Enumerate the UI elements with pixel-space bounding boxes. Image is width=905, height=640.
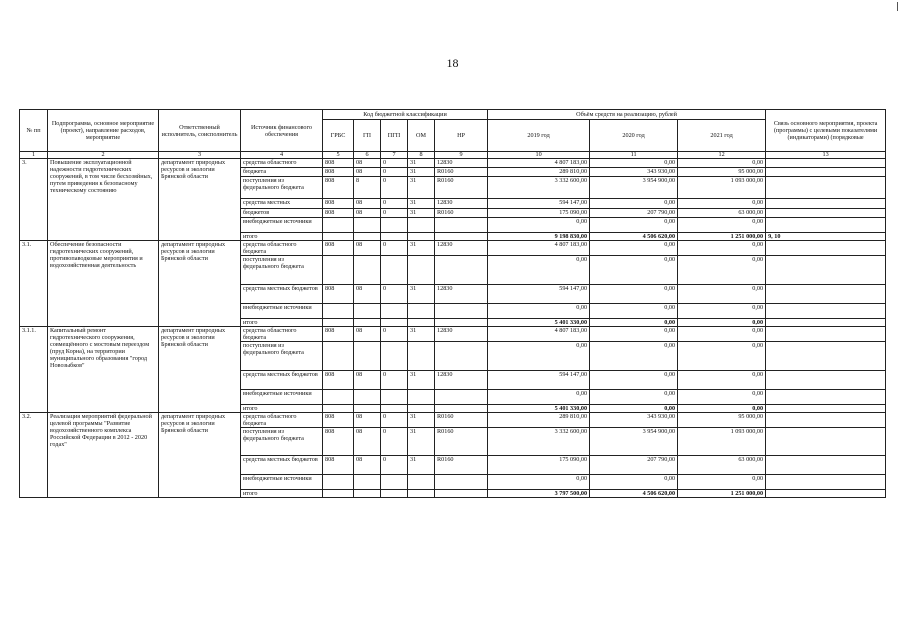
row-code-gp: 8 — [354, 177, 381, 199]
row-code-gp — [354, 475, 381, 490]
row-code-om: 31 — [408, 371, 435, 390]
row-amount-2020: 0,00 — [590, 405, 678, 413]
row-code-pgp — [381, 490, 408, 498]
header-volume-group: Объём средств на реализацию, рублей — [488, 110, 766, 120]
row-code-grbs: 808 — [323, 285, 354, 304]
row-amount-2021: 0,00 — [678, 342, 766, 371]
row-source: средства местных — [241, 199, 323, 209]
header-2019: 2019 год — [488, 120, 590, 152]
row-amount-2019: 0,00 — [488, 475, 590, 490]
row-code-gp: 08 — [354, 168, 381, 177]
row-code-gp: 08 — [354, 285, 381, 304]
table-row — [20, 241, 886, 256]
col-number: 1 — [20, 152, 48, 159]
header-pgp: ПГП — [381, 120, 408, 152]
row-amount-2019: 0,00 — [488, 390, 590, 405]
row-code-om — [408, 475, 435, 490]
page-number: 18 — [446, 56, 459, 70]
row-amount-2020: 0,00 — [590, 218, 678, 233]
row-code-grbs — [323, 319, 354, 327]
row-code-grbs — [323, 233, 354, 241]
row-code-pgp — [381, 342, 408, 371]
row-indicator-link — [766, 413, 886, 428]
row-amount-2021: 0,00 — [678, 327, 766, 342]
row-code-om — [408, 319, 435, 327]
row-code-om — [408, 342, 435, 371]
row-code-pgp — [381, 218, 408, 233]
row-source: итого — [241, 405, 323, 413]
row-amount-2021: 0,00 — [678, 256, 766, 285]
row-source: средства областного бюджета — [241, 327, 323, 342]
row-code-np: 12830 — [435, 199, 488, 209]
row-activity-name: Реализация мероприятий федеральной целевой программы "Развитие водохозяйственного комплекса Российской Федерации в 2012 - 2020 годах" — [48, 413, 159, 498]
row-code-grbs: 808 — [323, 241, 354, 256]
row-amount-2019: 175 090,00 — [488, 209, 590, 218]
row-amount-2021: 1 251 000,00 — [678, 233, 766, 241]
row-code-gp: 08 — [354, 241, 381, 256]
row-source: средства местных бюджетов — [241, 285, 323, 304]
header-subprogram: Подпрограмма, основное мероприятие (проект), направление расходов, мероприятие — [48, 110, 159, 152]
row-code-pgp — [381, 319, 408, 327]
row-amount-2021: 95 000,00 — [678, 168, 766, 177]
header-gp: ГП — [354, 120, 381, 152]
row-amount-2020: 0,00 — [590, 327, 678, 342]
row-code-grbs: 808 — [323, 159, 354, 168]
table-row — [20, 327, 886, 342]
row-amount-2020: 207 790,00 — [590, 456, 678, 475]
row-code-om: 31 — [408, 327, 435, 342]
page-edge-mark — [897, 2, 898, 11]
row-indicator-link — [766, 342, 886, 371]
row-amount-2019: 5 401 330,00 — [488, 319, 590, 327]
row-amount-2021: 0,00 — [678, 241, 766, 256]
row-code-pgp — [381, 475, 408, 490]
row-indicator-link — [766, 319, 886, 327]
row-number: 3.1.1. — [20, 327, 48, 413]
row-code-np: R0160 — [435, 413, 488, 428]
col-number: 7 — [381, 152, 408, 159]
row-code-np — [435, 304, 488, 319]
row-code-gp — [354, 342, 381, 371]
row-amount-2020: 207 790,00 — [590, 209, 678, 218]
row-code-np — [435, 256, 488, 285]
row-amount-2019: 594 147,00 — [488, 285, 590, 304]
row-amount-2021: 63 000,00 — [678, 456, 766, 475]
row-code-gp: 08 — [354, 159, 381, 168]
row-code-pgp: 0 — [381, 428, 408, 456]
row-code-om: 31 — [408, 285, 435, 304]
row-amount-2020: 0,00 — [590, 475, 678, 490]
row-code-np: R0160 — [435, 168, 488, 177]
row-code-grbs: 808 — [323, 209, 354, 218]
row-code-gp — [354, 233, 381, 241]
row-amount-2020: 0,00 — [590, 256, 678, 285]
row-amount-2019: 175 090,00 — [488, 456, 590, 475]
row-amount-2019: 4 807 183,00 — [488, 159, 590, 168]
header-om: ОМ — [408, 120, 435, 152]
row-code-gp: 08 — [354, 413, 381, 428]
row-code-om: 31 — [408, 199, 435, 209]
row-amount-2021: 63 000,00 — [678, 209, 766, 218]
row-code-gp: 08 — [354, 371, 381, 390]
row-amount-2021: 1 251 000,00 — [678, 490, 766, 498]
row-amount-2019: 0,00 — [488, 256, 590, 285]
col-number: 12 — [678, 152, 766, 159]
row-source: поступления из федерального бюджета — [241, 342, 323, 371]
row-amount-2021: 0,00 — [678, 218, 766, 233]
row-amount-2019: 0,00 — [488, 218, 590, 233]
row-code-pgp: 0 — [381, 177, 408, 199]
row-executor: департамент природных ресурсов и экологии Брянской области — [159, 327, 241, 413]
row-activity-name: Обеспечение безопасности гидротехнических сооружений, противопаводковые мероприятия и водохозяйственная деятельность — [48, 241, 159, 327]
row-amount-2020: 4 506 620,00 — [590, 490, 678, 498]
row-code-pgp: 0 — [381, 209, 408, 218]
row-code-gp — [354, 390, 381, 405]
row-code-np — [435, 342, 488, 371]
row-amount-2019: 4 807 183,00 — [488, 327, 590, 342]
header-code-group: Код бюджетной классификации — [323, 110, 488, 120]
row-code-np: 12830 — [435, 371, 488, 390]
row-code-grbs: 808 — [323, 168, 354, 177]
row-amount-2019: 0,00 — [488, 342, 590, 371]
row-amount-2021: 0,00 — [678, 159, 766, 168]
row-source: средства местных бюджетов — [241, 371, 323, 390]
row-code-np — [435, 233, 488, 241]
row-indicator-link — [766, 218, 886, 233]
row-code-gp — [354, 256, 381, 285]
row-code-om — [408, 390, 435, 405]
row-code-om — [408, 405, 435, 413]
row-indicator-link: 9, 10 — [766, 233, 886, 241]
row-source: итого — [241, 490, 323, 498]
row-code-np — [435, 390, 488, 405]
row-code-grbs: 808 — [323, 456, 354, 475]
row-activity-name: Капитальный ремонт гидротехнического сооружения, совмещённого с мостовым переездом (пруд Корна), на территории муниципального образования "город Новозыбков" — [48, 327, 159, 413]
row-code-gp — [354, 405, 381, 413]
row-code-gp: 08 — [354, 199, 381, 209]
row-amount-2019: 289 810,00 — [488, 168, 590, 177]
row-amount-2019: 289 810,00 — [488, 413, 590, 428]
header-source: Источник финансового обеспечения — [241, 110, 323, 152]
table-row — [20, 159, 886, 168]
row-code-grbs — [323, 390, 354, 405]
row-code-np: R0160 — [435, 209, 488, 218]
row-amount-2020: 0,00 — [590, 159, 678, 168]
row-amount-2020: 343 930,00 — [590, 413, 678, 428]
row-indicator-link — [766, 405, 886, 413]
row-source: средства областного бюджета — [241, 241, 323, 256]
row-amount-2020: 0,00 — [590, 390, 678, 405]
row-code-om — [408, 256, 435, 285]
row-code-om: 31 — [408, 413, 435, 428]
row-amount-2021: 1 093 000,00 — [678, 428, 766, 456]
row-code-gp — [354, 218, 381, 233]
row-indicator-link — [766, 371, 886, 390]
row-indicator-link — [766, 304, 886, 319]
row-code-np: 12830 — [435, 159, 488, 168]
col-number: 6 — [354, 152, 381, 159]
row-source: бюджета — [241, 168, 323, 177]
header-executor: Ответственный исполнитель, соисполнитель — [159, 110, 241, 152]
budget-table — [19, 109, 886, 498]
row-code-pgp — [381, 304, 408, 319]
row-executor: департамент природных ресурсов и экологии Брянской области — [159, 159, 241, 241]
row-indicator-link — [766, 390, 886, 405]
row-code-gp: 08 — [354, 327, 381, 342]
row-amount-2020: 0,00 — [590, 371, 678, 390]
row-code-pgp: 0 — [381, 371, 408, 390]
row-code-grbs: 808 — [323, 199, 354, 209]
row-amount-2021: 95 000,00 — [678, 413, 766, 428]
row-amount-2019: 0,00 — [488, 304, 590, 319]
col-number: 13 — [766, 152, 886, 159]
row-indicator-link — [766, 241, 886, 256]
row-code-om — [408, 233, 435, 241]
row-amount-2020: 0,00 — [590, 241, 678, 256]
col-number: 9 — [435, 152, 488, 159]
header-num: № пп — [20, 110, 48, 152]
row-amount-2020: 0,00 — [590, 199, 678, 209]
row-amount-2021: 0,00 — [678, 405, 766, 413]
row-source: бюджетов — [241, 209, 323, 218]
row-code-np: R0160 — [435, 456, 488, 475]
row-code-np — [435, 218, 488, 233]
col-number: 8 — [408, 152, 435, 159]
row-code-grbs: 808 — [323, 177, 354, 199]
row-indicator-link — [766, 490, 886, 498]
row-code-np — [435, 490, 488, 498]
row-code-np: 12830 — [435, 285, 488, 304]
row-source: поступления из федерального бюджета — [241, 256, 323, 285]
row-amount-2019: 3 332 600,00 — [488, 428, 590, 456]
row-code-pgp: 0 — [381, 241, 408, 256]
row-amount-2021: 0,00 — [678, 304, 766, 319]
row-code-pgp: 0 — [381, 456, 408, 475]
row-code-grbs — [323, 490, 354, 498]
row-amount-2019: 594 147,00 — [488, 199, 590, 209]
row-code-gp — [354, 304, 381, 319]
col-number: 10 — [488, 152, 590, 159]
row-code-pgp: 0 — [381, 199, 408, 209]
row-code-pgp — [381, 256, 408, 285]
row-number: 3.2. — [20, 413, 48, 498]
row-code-om — [408, 218, 435, 233]
row-code-om — [408, 304, 435, 319]
col-number: 3 — [159, 152, 241, 159]
row-code-pgp: 0 — [381, 159, 408, 168]
row-code-pgp — [381, 390, 408, 405]
row-amount-2021: 0,00 — [678, 199, 766, 209]
header-link: Связь основного мероприятия, проекта (программы) с целевыми показателями (индикаторами) (порядковые — [766, 110, 886, 152]
row-code-grbs — [323, 475, 354, 490]
row-code-pgp — [381, 405, 408, 413]
row-code-grbs — [323, 218, 354, 233]
row-code-om: 31 — [408, 168, 435, 177]
row-code-pgp — [381, 233, 408, 241]
row-code-om: 31 — [408, 456, 435, 475]
row-amount-2020: 4 506 620,00 — [590, 233, 678, 241]
row-code-gp — [354, 490, 381, 498]
row-code-grbs: 808 — [323, 327, 354, 342]
row-indicator-link — [766, 209, 886, 218]
row-code-grbs: 808 — [323, 413, 354, 428]
row-source: средства областного — [241, 159, 323, 168]
row-number: 3. — [20, 159, 48, 241]
row-code-gp — [354, 319, 381, 327]
row-code-pgp: 0 — [381, 413, 408, 428]
row-indicator-link — [766, 199, 886, 209]
row-source: средства местных бюджетов — [241, 456, 323, 475]
row-amount-2021: 0,00 — [678, 371, 766, 390]
row-indicator-link — [766, 456, 886, 475]
row-source: итого — [241, 319, 323, 327]
row-amount-2020: 0,00 — [590, 342, 678, 371]
row-source: внебюджетные источники — [241, 475, 323, 490]
row-number: 3.1. — [20, 241, 48, 327]
row-indicator-link — [766, 177, 886, 199]
row-code-gp: 08 — [354, 209, 381, 218]
row-executor: департамент природных ресурсов и экологии Брянской области — [159, 413, 241, 498]
row-code-om: 31 — [408, 428, 435, 456]
row-amount-2020: 0,00 — [590, 319, 678, 327]
row-indicator-link — [766, 475, 886, 490]
row-source: внебюджетные источники — [241, 390, 323, 405]
row-code-gp: 08 — [354, 456, 381, 475]
row-code-np: R0160 — [435, 428, 488, 456]
row-code-grbs: 808 — [323, 371, 354, 390]
row-indicator-link — [766, 428, 886, 456]
row-code-pgp: 0 — [381, 285, 408, 304]
row-amount-2019: 3 797 500,00 — [488, 490, 590, 498]
row-code-pgp: 0 — [381, 327, 408, 342]
row-code-np — [435, 319, 488, 327]
row-amount-2021: 1 093 000,00 — [678, 177, 766, 199]
row-code-gp: 08 — [354, 428, 381, 456]
row-code-om: 31 — [408, 159, 435, 168]
header-2021: 2021 год — [678, 120, 766, 152]
header-2020: 2020 год — [590, 120, 678, 152]
row-indicator-link — [766, 159, 886, 168]
row-code-np: 12830 — [435, 241, 488, 256]
row-code-grbs — [323, 342, 354, 371]
row-amount-2020: 0,00 — [590, 285, 678, 304]
row-indicator-link — [766, 256, 886, 285]
col-number: 5 — [323, 152, 354, 159]
row-source: внебюджетные источники — [241, 218, 323, 233]
row-amount-2021: 0,00 — [678, 285, 766, 304]
row-code-grbs — [323, 256, 354, 285]
table-row — [20, 413, 886, 428]
row-code-om: 31 — [408, 241, 435, 256]
row-indicator-link — [766, 285, 886, 304]
row-amount-2020: 343 930,00 — [590, 168, 678, 177]
row-activity-name: Повышение эксплуатационной надежности гидротехнических сооружений, в том числе бесхозяйных, путем приведения к безопасному техническому состоянию — [48, 159, 159, 241]
row-amount-2020: 3 954 900,00 — [590, 177, 678, 199]
row-amount-2021: 0,00 — [678, 319, 766, 327]
row-amount-2019: 9 198 830,00 — [488, 233, 590, 241]
row-amount-2019: 4 807 183,00 — [488, 241, 590, 256]
row-source: средства областного бюджета — [241, 413, 323, 428]
row-code-grbs: 808 — [323, 428, 354, 456]
row-source: поступления из федерального бюджета — [241, 428, 323, 456]
row-source: итого — [241, 233, 323, 241]
col-number: 4 — [241, 152, 323, 159]
row-code-np — [435, 475, 488, 490]
row-amount-2020: 3 954 900,00 — [590, 428, 678, 456]
header-np: НР — [435, 120, 488, 152]
row-amount-2021: 0,00 — [678, 390, 766, 405]
row-amount-2019: 5 401 330,00 — [488, 405, 590, 413]
header-grbs: ГРБС — [323, 120, 354, 152]
row-amount-2021: 0,00 — [678, 475, 766, 490]
col-number: 2 — [48, 152, 159, 159]
row-executor: департамент природных ресурсов и экологии Брянской области — [159, 241, 241, 327]
row-code-pgp: 0 — [381, 168, 408, 177]
row-source: внебюджетные источники — [241, 304, 323, 319]
row-indicator-link — [766, 327, 886, 342]
row-code-om: 31 — [408, 209, 435, 218]
row-code-om: 31 — [408, 177, 435, 199]
row-code-grbs — [323, 405, 354, 413]
row-source: поступления из федерального бюджета — [241, 177, 323, 199]
row-code-grbs — [323, 304, 354, 319]
column-number-row — [20, 152, 886, 159]
row-code-np: 12830 — [435, 327, 488, 342]
row-amount-2019: 594 147,00 — [488, 371, 590, 390]
col-number: 11 — [590, 152, 678, 159]
row-amount-2019: 3 332 600,00 — [488, 177, 590, 199]
row-code-om — [408, 490, 435, 498]
row-indicator-link — [766, 168, 886, 177]
row-code-np — [435, 405, 488, 413]
row-amount-2020: 0,00 — [590, 304, 678, 319]
row-code-np: R0160 — [435, 177, 488, 199]
